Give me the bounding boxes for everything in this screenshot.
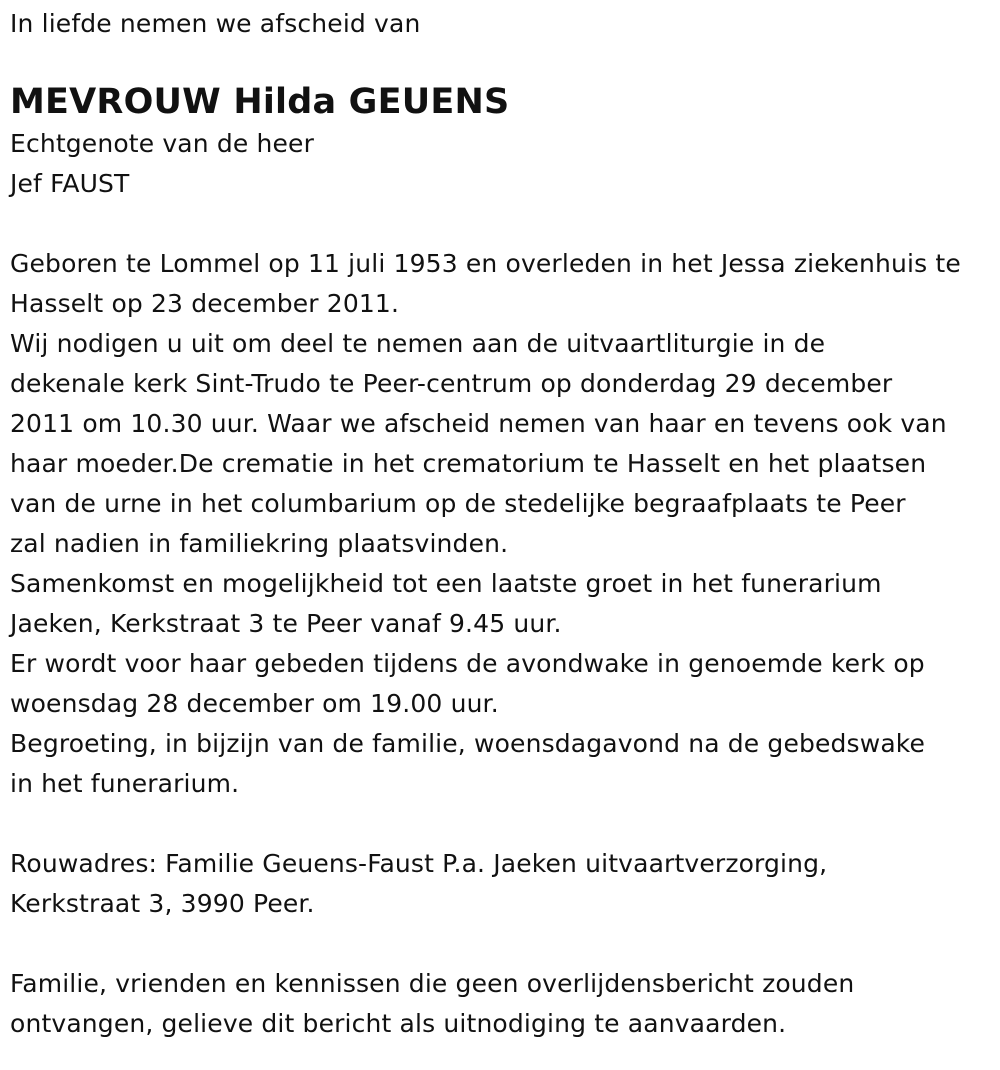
body-line: Samenkomst en mogelijkheid tot een laatste groet in het funerarium (10, 569, 882, 598)
section-gap (10, 204, 990, 244)
spouse-line: Jef FAUST (10, 169, 130, 198)
closing-line: ontvangen, gelieve dit bericht als uitnodiging te aanvaarden. (10, 1009, 787, 1038)
spouse-line: Echtgenote van de heer (10, 129, 314, 158)
details-section (10, 244, 990, 804)
body-line: van de urne in het columbarium op de stedelijke begraafplaats te Peer (10, 489, 906, 518)
body-line: Er wordt voor haar gebeden tijdens de avondwake in genoemde kerk op (10, 649, 925, 678)
body-line: woensdag 28 december om 19.00 uur. (10, 689, 499, 718)
body-line: zal nadien in familiekring plaatsvinden. (10, 529, 509, 558)
address-line: Rouwadres: Familie Geuens-Faust P.a. Jaeken uitvaartverzorging, (10, 849, 828, 878)
address-line: Kerkstraat 3, 3990 Peer. (10, 889, 315, 918)
closing-section (10, 964, 990, 1044)
intro-text: In liefde nemen we afscheid van (10, 9, 421, 38)
section-gap (10, 924, 990, 964)
body-line: dekenale kerk Sint-Trudo te Peer-centrum op donderdag 29 december (10, 369, 893, 398)
body-line: Wij nodigen u uit om deel te nemen aan de uitvaartliturgie in de (10, 329, 826, 358)
body-line: 2011 om 10.30 uur. Waar we afscheid nemen van haar en tevens ook van (10, 409, 947, 438)
body-line: Geboren te Lommel op 11 juli 1953 en overleden in het Jessa ziekenhuis te (10, 249, 961, 278)
section-gap (10, 804, 990, 844)
body-line: Hasselt op 23 december 2011. (10, 289, 400, 318)
address-section (10, 844, 990, 924)
body-line: haar moeder.De crematie in het crematorium te Hasselt en het plaatsen (10, 449, 927, 478)
deceased-name: MEVROUW Hilda GEUENS (10, 82, 510, 122)
body-line: Begroeting, in bijzijn van de familie, woensdagavond na de gebedswake (10, 729, 926, 758)
spouse-section (10, 124, 990, 204)
body-line: Jaeken, Kerkstraat 3 te Peer vanaf 9.45 uur. (10, 609, 562, 638)
closing-line: Familie, vrienden en kennissen die geen overlijdensbericht zouden (10, 969, 855, 998)
body-line: in het funerarium. (10, 769, 240, 798)
